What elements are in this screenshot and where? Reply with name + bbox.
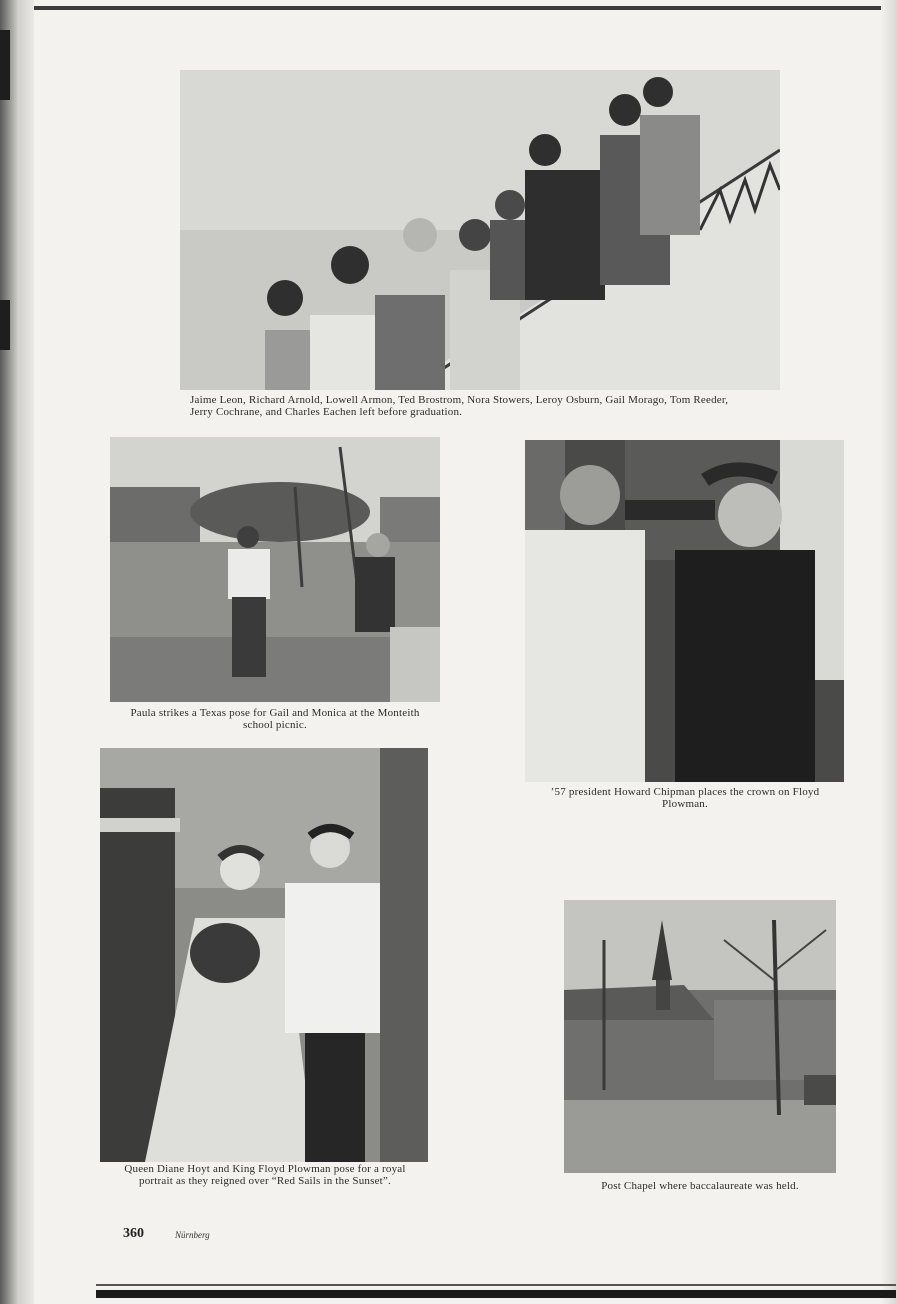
caption-line: ’57 president Howard Chipman places the crown on Floyd: [550, 786, 820, 798]
caption-line: Jerry Cochrane, and Charles Eachen left before graduation.: [190, 406, 463, 418]
page-right-edge: [881, 0, 897, 1304]
caption-line: Post Chapel where baccalaureate was held.: [601, 1180, 799, 1192]
crowning-caption: [510, 786, 860, 810]
caption-line: Jaime Leon, Richard Arnold, Lowell Armon, Ted Brostrom, Nora Stowers, Leroy Osburn, Gail Morago, Tom Reeder,: [190, 394, 729, 406]
stairs-group-caption: [190, 394, 790, 418]
stairs-group-photo: [180, 70, 780, 390]
caption-line: Queen Diane Hoyt and King Floyd Plowman pose for a royal: [124, 1163, 406, 1175]
section-name: Nürnberg: [175, 1230, 210, 1240]
picnic-caption: [95, 707, 455, 731]
page-top-edge: [34, 6, 897, 10]
royal-portrait-photo: [100, 748, 428, 1162]
post-chapel-photo: [564, 900, 836, 1173]
bottom-rule: [96, 1290, 896, 1298]
page-number: 360: [123, 1226, 144, 1241]
book-spine: [0, 0, 34, 1304]
spine-mark: [0, 30, 10, 100]
crowning-photo: [525, 440, 844, 782]
bottom-rule: [96, 1284, 896, 1286]
spine-mark: [0, 300, 10, 350]
caption-line: Plowman.: [662, 798, 708, 810]
picnic-photo: [110, 437, 440, 702]
caption-line: Paula strikes a Texas pose for Gail and Monica at the Monteith: [130, 707, 420, 719]
caption-line: school picnic.: [243, 719, 307, 731]
post-chapel-caption: [548, 1180, 852, 1192]
royal-portrait-caption: [85, 1163, 445, 1187]
caption-line: portrait as they reigned over “Red Sails in the Sunset”.: [139, 1175, 391, 1187]
